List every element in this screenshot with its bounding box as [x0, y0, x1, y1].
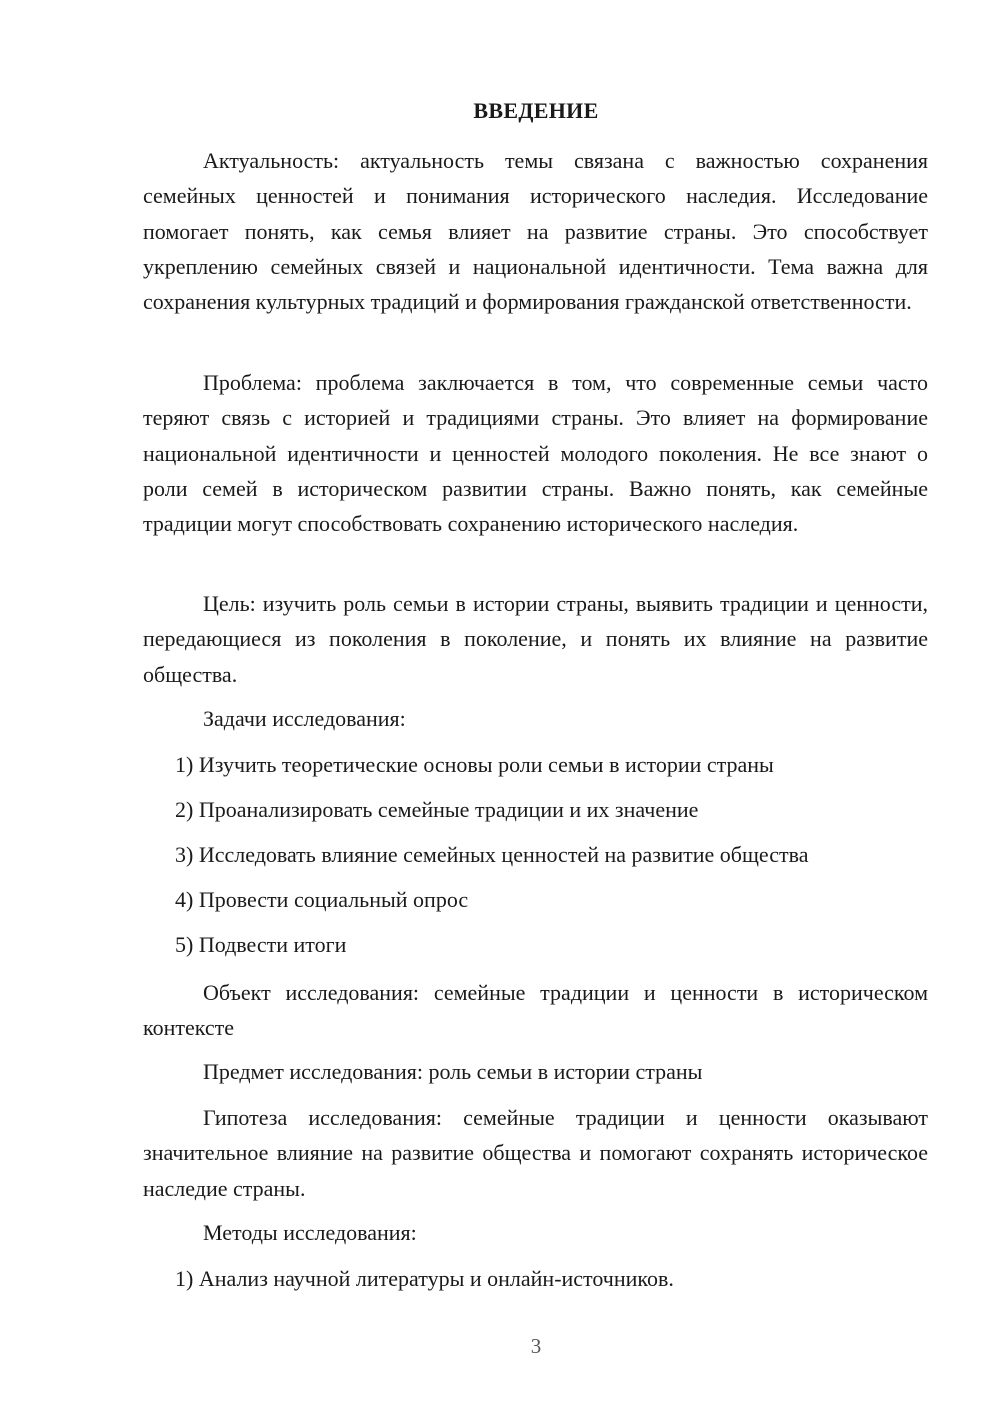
object-paragraph: Объект исследования: семейные традиции и ценности в историческом контексте — [143, 980, 928, 1041]
method-item: 1) Анализ научной литературы и онлайн-источников. — [175, 1266, 674, 1291]
section-heading: ВВЕДЕНИЕ — [473, 98, 599, 123]
page-number: 3 — [530, 1334, 542, 1358]
task-item: 2) Проанализировать семейные традиции и их значение — [175, 797, 699, 822]
relevance-paragraph: Актуальность: актуальность темы связана с важностью сохранения семейных ценностей и понимания исторического наследия. Исследование помогает понять, как семья влияет на развитие страны. Это способствует укреплению семейных связей и национальной идентичности. Тема важна для сохранения культурных традиций и формирования гражданской ответственности. — [143, 148, 928, 315]
task-item: 5) Подвести итоги — [175, 932, 347, 957]
task-item: 4) Провести социальный опрос — [175, 887, 469, 912]
task-item: 1) Изучить теоретические основы роли семьи в истории страны — [175, 752, 774, 777]
goal-paragraph: Цель: изучить роль семьи в истории страны, выявить традиции и ценности, передающиеся из поколения в поколение, и понять их влияние на развитие общества. — [143, 591, 928, 687]
task-item: 3) Исследовать влияние семейных ценностей на развитие общества — [175, 842, 809, 867]
hypothesis-paragraph: Гипотеза исследования: семейные традиции и ценности оказывают значительное влияние на развитие общества и помогают сохранять историческое наследие страны. — [143, 1105, 928, 1201]
methods-heading: Методы исследования: — [203, 1220, 417, 1245]
subject-line: Предмет исследования: роль семьи в истории страны — [203, 1059, 703, 1084]
problem-paragraph: Проблема: проблема заключается в том, что современные семьи часто теряют связь с историей и традициями страны. Это влияет на формирование национальной идентичности и ценностей молодого поколения. Не все знают о роли семей в историческом развитии страны. Важно понять, как семейные традиции могут способствовать сохранению исторического наследия. — [143, 370, 928, 537]
tasks-heading: Задачи исследования: — [203, 706, 406, 731]
